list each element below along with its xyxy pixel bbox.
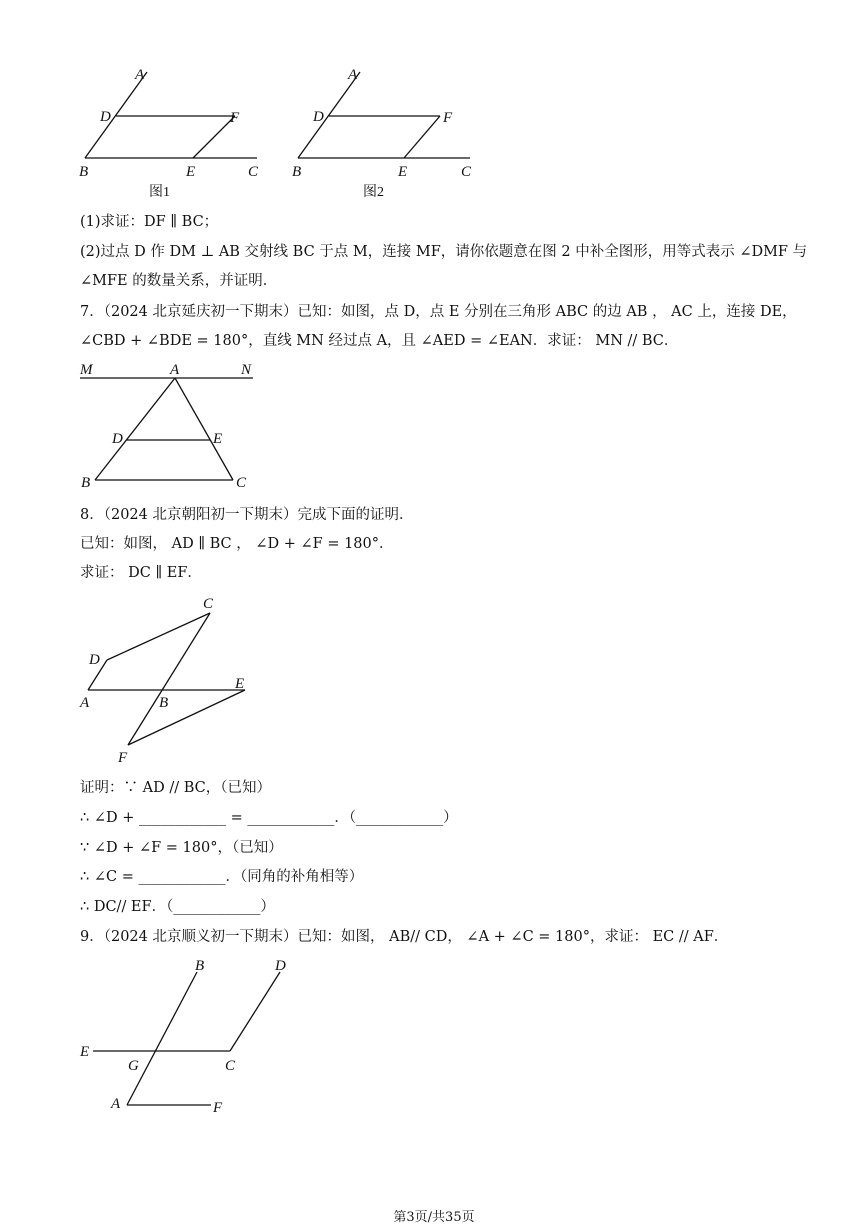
label-D: D [275, 958, 286, 974]
label-C: C [203, 596, 214, 612]
figure-q9 [75, 952, 305, 1127]
label-B: B [292, 164, 302, 180]
q7-stem: 7．（2024 北京延庆初一下期末）已知：如图，点 D，点 E 分别在三角形 ABC 的边 AB ， AC 上，连接 DE， [80, 304, 797, 320]
figure-q8 [75, 590, 265, 775]
label-F: F [230, 110, 240, 126]
proof-line-5: ∴ DC// EF．（____________） [80, 899, 275, 915]
q6-part2-cont: ∠MFE 的数量关系，并证明． [80, 273, 278, 289]
label-A: A [111, 1096, 121, 1112]
figure-2 [290, 62, 490, 200]
q6-part2: (2)过点 D 作 DM ⊥ AB 交射线 BC 于点 M，连接 MF，请你依题意在图 2 中补全图形，用等式表示 ∠DMF 与 [80, 244, 808, 260]
caption-fig1: 图1 [149, 185, 170, 200]
label-C: C [248, 164, 259, 180]
proof-line-4: ∴ ∠C = ____________．（同角的补角相等） [80, 869, 364, 885]
q8-stem: 8．（2024 北京朝阳初一下期末）完成下面的证明． [80, 507, 414, 523]
proof-line-3: ∵ ∠D + ∠F = 180°，（已知） [80, 840, 283, 856]
label-C: C [225, 1058, 236, 1074]
proof-line-1: 证明：∵ AD // BC，（已知） [80, 780, 271, 796]
label-A: A [80, 695, 90, 711]
label-C: C [236, 475, 247, 491]
page-footer: 第3页/共35页 [393, 1210, 475, 1225]
q6-part1: (1)求证：DF ∥ BC； [80, 214, 219, 230]
label-E: E [213, 431, 223, 447]
label-E: E [235, 676, 245, 692]
label-B: B [159, 695, 169, 711]
label-C: C [461, 164, 472, 180]
caption-fig2: 图2 [363, 185, 384, 200]
label-D: D [100, 109, 111, 125]
label-E: E [398, 164, 408, 180]
label-F: F [443, 110, 453, 126]
label-F: F [213, 1100, 223, 1116]
label-A: A [135, 67, 145, 83]
q9-stem: 9．（2024 北京顺义初一下期末）已知：如图， AB// CD， ∠A + ∠C = 180°，求证： EC // AF． [80, 929, 729, 945]
label-B: B [195, 958, 205, 974]
label-A: A [348, 67, 358, 83]
q8-given: 已知：如图， AD ∥ BC ， ∠D + ∠F = 180°． [80, 536, 394, 552]
label-B: B [79, 164, 89, 180]
label-D: D [313, 109, 324, 125]
proof-line-2: ∴ ∠D + ____________ = ____________．（____________） [80, 810, 458, 826]
label-A: A [170, 362, 180, 378]
label-D: D [112, 431, 123, 447]
label-B: B [81, 475, 91, 491]
label-F: F [118, 750, 128, 766]
label-D: D [89, 652, 100, 668]
q8-prove: 求证： DC ∥ EF． [80, 565, 202, 581]
label-E: E [186, 164, 196, 180]
label-G: G [128, 1058, 139, 1074]
figure-1 [75, 62, 275, 200]
label-M: M [80, 362, 93, 378]
label-E: E [80, 1044, 90, 1060]
q7-stem-cont: ∠CBD + ∠BDE = 180°，直线 MN 经过点 A，且 ∠AED = ∠EAN．求证： MN // BC． [80, 333, 679, 349]
figure-q7 [75, 360, 265, 495]
label-N: N [241, 362, 252, 378]
